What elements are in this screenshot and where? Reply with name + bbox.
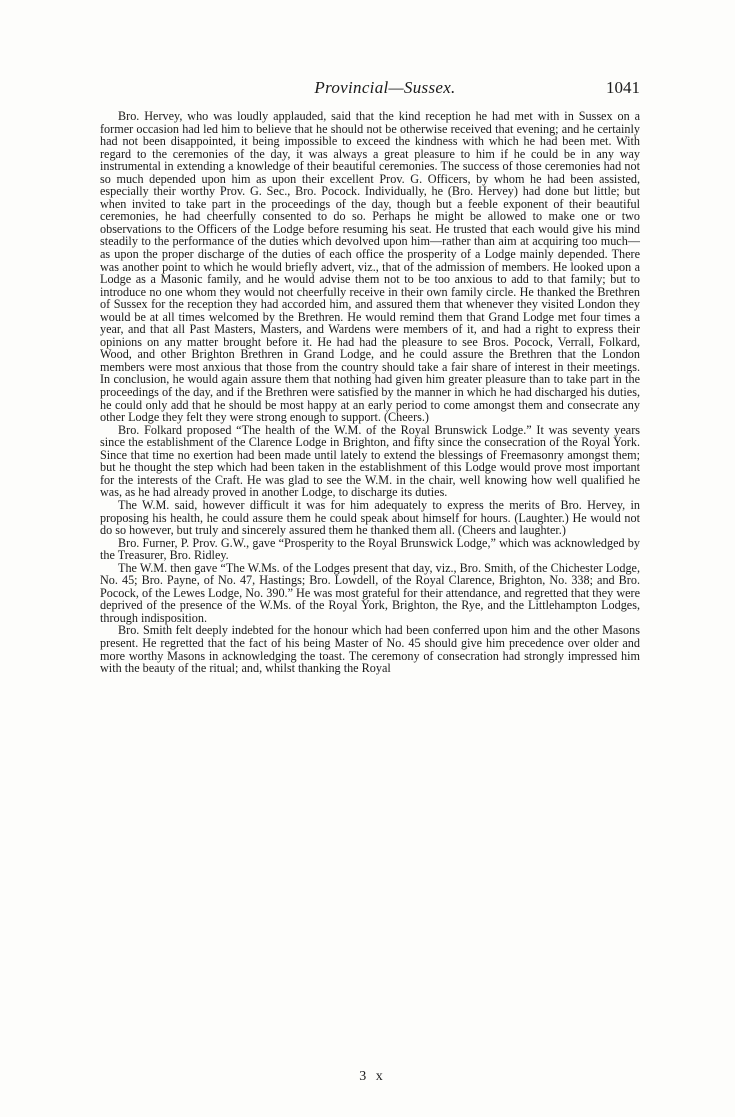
paragraph: Bro. Hervey, who was loudly applauded, said that the kind reception he had met with in Sussex on a former occasion had led him to believe that he should not be otherwise received that evening; and he certainly had not been disappointed, it being impossible to exceed the kindness with which he had been met. With regard to the ceremonies of the day, it was always a great pleasure to him if he could be in any way instrumental in extending a knowledge of their beautiful ceremonies. The success of those ceremonies had not so much depended upon him as upon their excellent Prov. G. Officers, by whom he had been assisted, especially their worthy Prov. G. Sec., Bro. Pocock. Individually, he (Bro. Hervey) had done but little; but when invited to take part in the proceedings of the day, though but a feeble exponent of their beautiful ceremonies, he had cheerfully consented to do so. Perhaps he might be allowed to make one or two observations to the Officers of the Lodge before resuming his seat. He trusted that each would give his mind steadily to the performance of the duties which devolved upon him—rather than aim at acquiring too much—as upon the proper discharge of the duties of each office the prosperity of a Lodge mainly depended. There was another point to which he would briefly advert, viz., that of the admission of members. He looked upon a Lodge as a Masonic family, and he would advise them not to be too anxious to add to that family; but to introduce no one whom they would not cheerfully receive in their own family circle. He thanked the Brethren of Sussex for the reception they had accorded him, and assured them that whenever they visited London they would be at all times welcomed by the Brethren. He would remind them that Grand Lodge met four times a year, and that all Past Masters, Masters, and Wardens were members of it, and had a right to express their opinions on any matter brought before it. He had had the pleasure to see Bros. Pocock, Verrall, Folkard, Wood, and other Brighton Brethren in Grand Lodge, and he could assure the Brethren that the London members were most anxious that those from the country should take a fair share of interest in their meetings. In conclusion, he would again assure them that nothing had given him greater pleasure than to take part in the proceedings of the day, and if the Brethren were satisfied by the manner in which he had discharged his duties, he could only add that he should be most happy at an early period to come amongst them and consecrate any other Lodge they felt they were strong enough to support. (Cheers.) [100,109,640,425]
article-body [100,110,640,675]
paragraph: The W.M. said, however difficult it was for him adequately to express the merits of Bro. Hervey, in proposing his health, he could assure them he could speak about himself for hours. (Laughter.) He would not do so however, but truly and sincerely assured them he thanked them all. (Cheers and laughter.) [100,497,640,538]
paragraph: Bro. Folkard proposed “The health of the W.M. of the Royal Brunswick Lodge.” It was seventy years since the establishment of the Clarence Lodge in Brighton, and fifty since the consecration of the Royal York. Since that time no exertion had been made until lately to extend the blessings of Freemasonry amongst them; but he thought the step which had been taken in the establishment of this Lodge would prove most important for the interests of the Craft. He was glad to see the W.M. in the chair, well knowing how well qualified he was, as he had already proved in another Lodge, to discharge its duties. [100,422,640,500]
paragraph: Bro. Smith felt deeply indebted for the honour which had been conferred upon him and the other Masons present. He regretted that the fact of his being Master of No. 45 should give him precedence over older and more worthy Masons in acknowledging the toast. The ceremony of consecration had strongly impressed him with the beauty of the ritual; and, whilst thanking the Royal [100,623,640,676]
page-header [100,78,640,102]
paragraph: Bro. Furner, P. Prov. G.W., gave “Prosperity to the Royal Brunswick Lodge,” which was acknowledged by the Treasurer, Bro. Ridley. [100,535,640,563]
page-number: 1041 [606,78,640,97]
paragraph: The W.M. then gave “The W.Ms. of the Lodges present that day, viz., Bro. Smith, of the Chichester Lodge, No. 45; Bro. Payne, of No. 47, Hastings; Bro. Lowdell, of the Royal Clarence, Brighton, No. 338; and Bro. Pocock, of the Lewes Lodge, No. 390.” He was most grateful for their attendance, and regretted that they were deprived of the presence of the W.Ms. of the Royal York, Brighton, the Rye, and the Littlehampton Lodges, through indisposition. [100,560,640,625]
signature-mark: 3 x [359,1069,386,1084]
running-title: Provincial—Sussex. [314,78,456,97]
